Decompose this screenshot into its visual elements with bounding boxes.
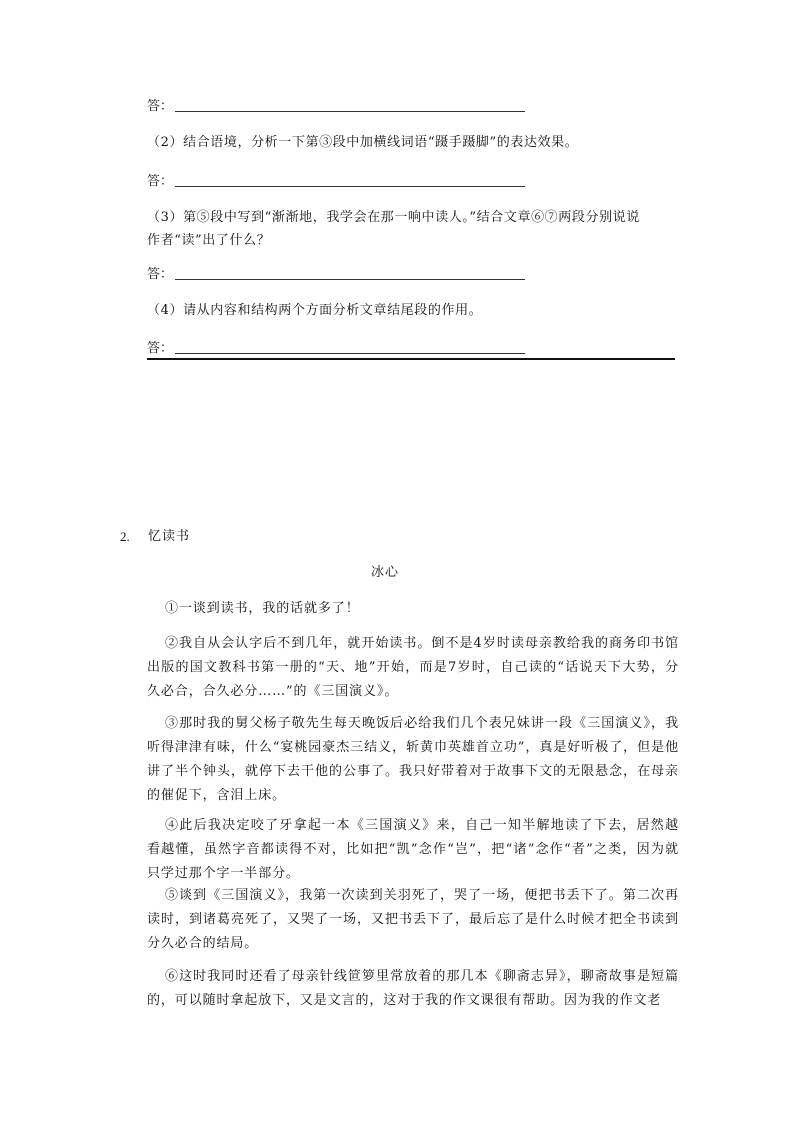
paragraph-4: ④此后我决定咬了牙拿起一本《三国演义》来，自己一知半解地读了下去，居然越看越懂，虽然字音都读得不对，比如把“凯”念作“岂”，把“诸”念作“者”之类，因为就只学过那个字一半部分。 [147, 818, 679, 881]
paragraph-3: ③那时我的舅父杨子敬先生每天晚饭后必给我们几个表兄妹讲一段《三国演义》，我听得津津有味，什么“宴桃园豪杰三结义，斩黄巾英雄首立功”，真是好听极了，但是他讲了半个钟头，就停下去干他的公事了。我只好带着对于故事下文的无限悬念，在母亲的催促下，含泪上床。 [147, 716, 679, 803]
answer-line-q1[interactable] [147, 99, 173, 115]
question-number: 2. [120, 529, 130, 544]
passage-title: 忆读书 [148, 529, 191, 544]
answer-label: 答： [147, 99, 174, 114]
answer-blank [175, 279, 525, 280]
question-3-line-2: 作者“读”出了什么？ [147, 233, 271, 248]
answer-label: 答： [147, 267, 174, 282]
section-divider [147, 358, 675, 360]
answer-label: 答： [147, 341, 174, 356]
answer-blank [175, 353, 525, 354]
passage-author: 冰心 [370, 565, 399, 580]
answer-blank [175, 186, 525, 187]
answer-blank [175, 111, 525, 112]
answer-line-q4[interactable] [147, 341, 173, 357]
paragraph-2: ②我自从会认字后不到几年，就开始读书。倒不是4岁时读母亲教给我的商务印书馆出版的国文教科书第一册的“天、地”开始，而是7岁时，自己读的“话说天下大势，分久必合，合久必分……”的《三国演义》。 [147, 636, 679, 699]
answer-label: 答： [147, 174, 174, 189]
question-4: （4）请从内容和结构两个方面分析文章结尾段的作用。 [147, 303, 483, 318]
question-3-line-1: （3）第⑤段中写到“渐渐地，我学会在那一响中读人。”结合文章⑥⑦两段分别说说 [147, 210, 640, 225]
answer-line-q3[interactable] [147, 267, 173, 283]
paragraph-1: ①一谈到读书，我的话就多了！ [165, 601, 360, 616]
answer-line-q2[interactable] [147, 174, 173, 190]
paragraph-6: ⑥这时我同时还看了母亲针线笸箩里常放着的那几本《聊斋志异》，聊斋故事是短篇的，可以随时拿起放下，又是文言的，这对于我的作文课很有帮助。因为我的作文老 [147, 969, 679, 1008]
paragraph-5: ⑤谈到《三国演义》，我第一次读到关羽死了，哭了一场，便把书丢下了。第二次再读时，到诸葛亮死了，又哭了一场，又把书丢下了，最后忘了是什么时候才把全书读到分久必合的结局。 [147, 888, 679, 951]
question-2: （2）结合语境，分析一下第③段中加横线词语“蹑手蹑脚”的表达效果。 [147, 135, 579, 150]
